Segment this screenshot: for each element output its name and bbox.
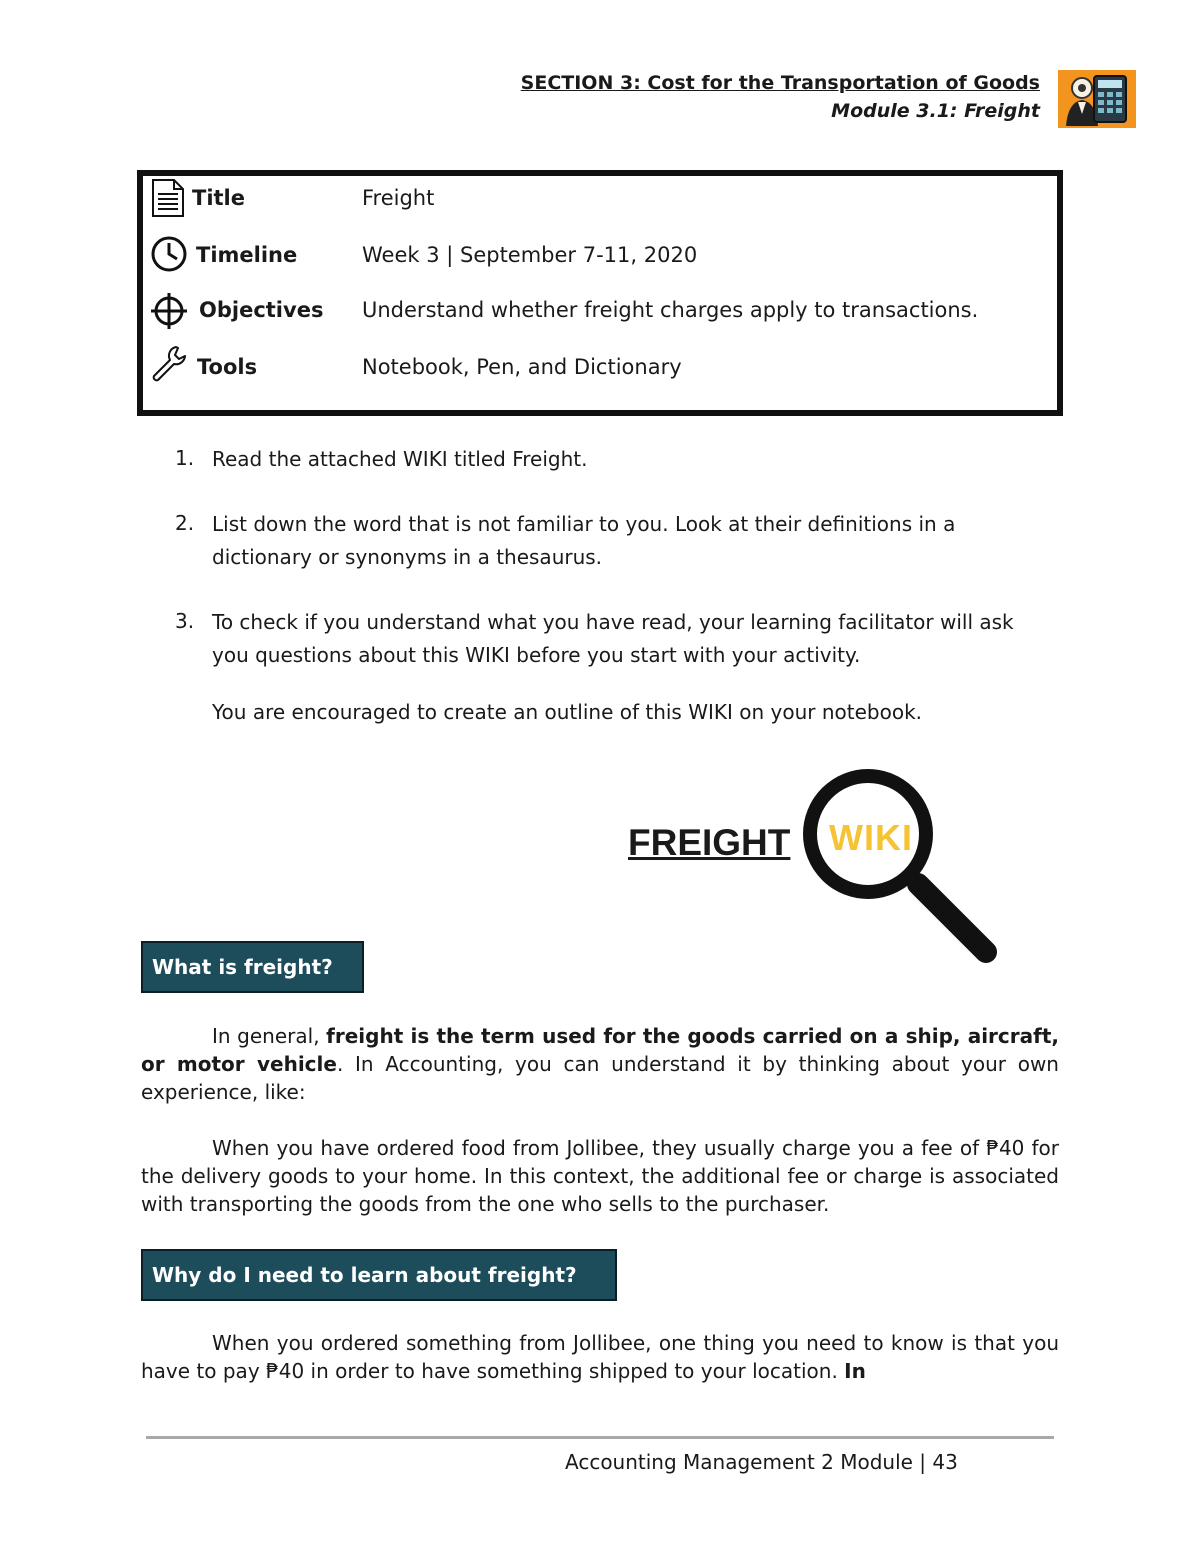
paragraph-text: When you ordered something from Jollibee, one thing you need to know is that you have to pay ₱40 in order to have something shipped to your location. bbox=[141, 1331, 1059, 1383]
module-title: Module 3.1: Freight bbox=[831, 100, 1040, 122]
step-text: List down the word that is not familiar to you. Look at their definitions in a dictionary or synonyms in a thesaurus. bbox=[212, 512, 956, 569]
clock-icon bbox=[150, 235, 188, 273]
magnifying-glass-icon bbox=[800, 766, 1000, 966]
step-number: 3. bbox=[175, 609, 195, 633]
section-title: SECTION 3: Cost for the Transportation of Goods bbox=[520, 72, 1040, 94]
title-label: Title bbox=[192, 186, 246, 210]
section-heading: Why do I need to learn about freight? bbox=[141, 1249, 617, 1301]
footer-page-label: Accounting Management 2 Module | 43 bbox=[565, 1450, 958, 1474]
timeline-label: Timeline bbox=[196, 243, 298, 267]
timeline-value: Week 3 | September 7-11, 2020 bbox=[362, 243, 698, 267]
target-icon bbox=[150, 292, 188, 330]
step-text: To check if you understand what you have read, your learning facilitator will ask you questions about this WIKI before you start with your activity. bbox=[212, 610, 1014, 667]
module-info-box bbox=[137, 170, 1063, 416]
paragraph-bold-text: In bbox=[844, 1359, 866, 1383]
objectives-value: Understand whether freight charges apply to transactions. bbox=[362, 298, 979, 322]
paragraph bbox=[141, 1329, 1059, 1385]
tools-label: Tools bbox=[197, 355, 258, 379]
paragraph-bold-text: freight is the term used for the goods carried on a ship, aircraft, or motor vehicle bbox=[141, 1024, 1059, 1076]
wiki-badge: WIKI bbox=[829, 817, 913, 858]
outline-note: You are encouraged to create an outline of this WIKI on your notebook. bbox=[212, 700, 923, 724]
paragraph: When you have ordered food from Jollibee, they usually charge you a fee of ₱40 for the delivery goods to your home. In this context, the additional fee or charge is associated with transporting the goods from the one who sells to the purchaser. bbox=[141, 1136, 1059, 1216]
paragraph bbox=[141, 1022, 1059, 1106]
step-number: 1. bbox=[175, 446, 195, 470]
freight-wiki-title: FREIGHT bbox=[628, 822, 791, 863]
step-text: Read the attached WIKI titled Freight. bbox=[212, 447, 588, 471]
footer-divider bbox=[146, 1436, 1054, 1439]
objectives-label: Objectives bbox=[199, 298, 324, 322]
step-number: 2. bbox=[175, 511, 195, 535]
accountant-calculator-icon bbox=[1058, 70, 1136, 128]
document-icon bbox=[150, 178, 188, 216]
paragraph-text: . In Accounting, you can understand it by thinking about your own experience, like: bbox=[141, 1052, 1059, 1104]
tools-value: Notebook, Pen, and Dictionary bbox=[362, 355, 682, 379]
section-heading: What is freight? bbox=[141, 941, 364, 993]
wrench-icon bbox=[150, 344, 188, 382]
paragraph-text: In general, bbox=[212, 1024, 327, 1048]
title-value: Freight bbox=[362, 186, 435, 210]
